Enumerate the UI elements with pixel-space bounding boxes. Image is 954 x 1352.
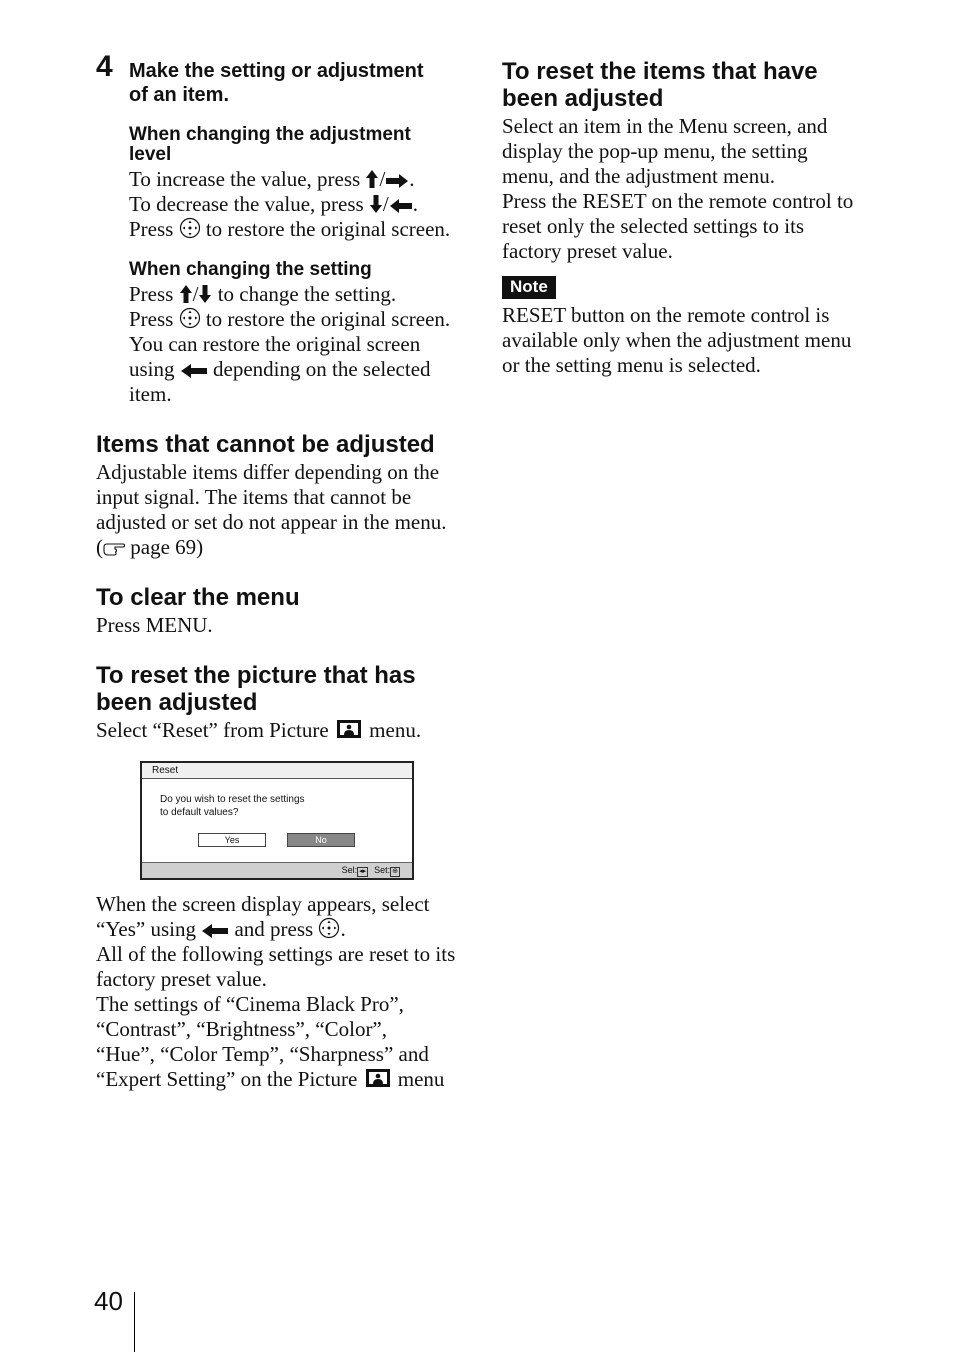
arrow-left-icon bbox=[389, 198, 413, 214]
changing-setting-body: Press / to change the setting. Press to restore the original screen. You can restore the original screen using depending on the selected item. bbox=[129, 282, 451, 406]
reset-items-heading: To reset the items that have been adjusted bbox=[502, 58, 818, 112]
arrow-right-icon bbox=[385, 173, 409, 189]
enter-button-icon bbox=[318, 917, 340, 939]
changing-setting-section bbox=[129, 260, 466, 407]
no-button[interactable]: No bbox=[287, 833, 355, 847]
arrow-up-icon bbox=[365, 169, 379, 189]
step-title: Make the setting or adjustment of an item. bbox=[129, 60, 424, 106]
yes-button[interactable]: Yes bbox=[198, 833, 266, 847]
step-4 bbox=[96, 52, 466, 107]
dialog-message: Do you wish to reset the settings to default values? bbox=[160, 794, 305, 818]
sel-keys-icon: ◂▸ bbox=[359, 868, 367, 875]
adjust-level-heading: When changing the adjustment level bbox=[129, 124, 411, 165]
reset-picture-instruction: Select “Reset” from Picture menu. bbox=[96, 718, 422, 742]
items-cannot-heading: Items that cannot be adjusted bbox=[96, 431, 435, 458]
page-number: 40 bbox=[94, 1286, 123, 1316]
arrow-up-icon bbox=[179, 284, 193, 304]
reset-picture-heading: To reset the picture that has been adjusted bbox=[96, 662, 416, 716]
clear-menu-body: Press MENU. bbox=[96, 613, 213, 637]
arrow-down-icon bbox=[369, 194, 383, 214]
note-body: RESET button on the remote control is available only when the adjustment menu or the setting menu is selected. bbox=[502, 303, 852, 377]
enter-button-icon bbox=[179, 217, 201, 239]
reset-dialog bbox=[140, 761, 414, 880]
reset-items-body: Select an item in the Menu screen, and display the pop-up menu, the setting menu, and the adjustment menu. Press the RESET on the remote control to reset only the selected settings to its factory preset value. bbox=[502, 114, 854, 263]
adjust-level-section bbox=[129, 125, 466, 242]
pointing-hand-icon bbox=[103, 541, 125, 557]
picture-menu-icon bbox=[363, 1067, 393, 1089]
dialog-title: Reset bbox=[142, 763, 412, 779]
arrow-left-icon bbox=[201, 923, 229, 939]
dialog-footer: Sel: ◂▸ Set: ⊕ bbox=[142, 862, 412, 878]
left-column bbox=[96, 52, 466, 1092]
reset-picture-body: When the screen display appears, select “Yes” using and press . All of the following settings are reset to its factory preset value. The settings of “Cinema Black Pro”, “Contrast”, “Brightness”, “Color”, “Hue”, “Color Temp”, “Sharpness” and “Expert Setting” on the Picture menu bbox=[96, 892, 456, 1091]
clear-menu-heading: To clear the menu bbox=[96, 584, 300, 611]
right-column bbox=[502, 58, 872, 378]
arrow-down-icon bbox=[198, 284, 212, 304]
arrow-left-icon bbox=[180, 363, 208, 379]
set-key-icon: ⊕ bbox=[392, 868, 398, 875]
picture-menu-icon bbox=[334, 718, 364, 740]
step-number: 4 bbox=[96, 50, 113, 83]
adjust-level-body: To increase the value, press / . To decrease the value, press / . Press to restore the original screen. bbox=[129, 167, 451, 241]
changing-setting-heading: When changing the setting bbox=[129, 259, 372, 280]
enter-button-icon bbox=[179, 307, 201, 329]
page-number-rule bbox=[134, 1292, 135, 1352]
note-badge: Note bbox=[502, 276, 556, 299]
items-cannot-body: Adjustable items differ depending on the input signal. The items that cannot be adjusted or set do not appear in the menu. ( page 69) bbox=[96, 460, 447, 559]
